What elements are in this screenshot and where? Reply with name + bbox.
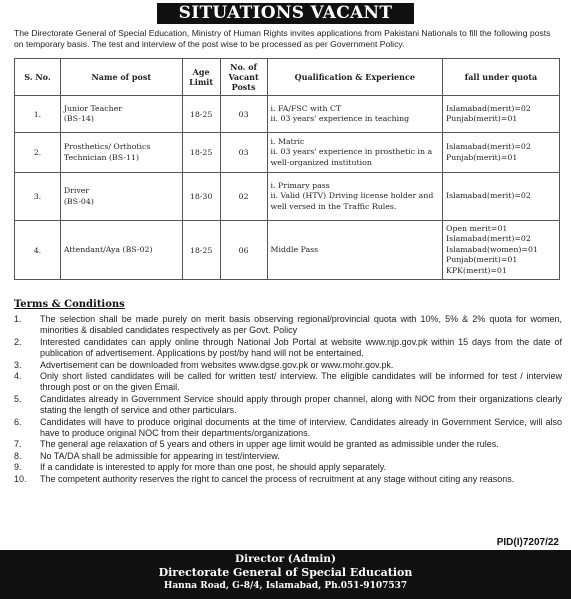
cell-quota: Open merit=01 Islamabad(merit)=02 Islamabad(women)=01 Punjab(merit)=01 KPK(merit)=01 [443,221,560,280]
term-text: The general age relaxation of 5 years and others in upper age limit would be granted as admissible under the rules. [40,439,499,450]
term-text: Candidates will have to produce original documents at the time of interview. Candidates already in Government Service, will also have to produce original NOC from their departments/organizations. [40,416,562,439]
cell-qualification: i. FA/FSC with CT ii. 03 years' experience in teaching [267,96,443,133]
list-item [14,474,562,485]
header-sno: S. No. [15,59,61,96]
term-number: 2. [14,336,22,347]
cell-age: 18-25 [182,221,220,280]
page-title: SITUATIONS VACANT [157,3,414,24]
list-item [14,337,562,360]
table-header-row [15,59,560,96]
cell-sno: 1. [15,96,61,133]
cell-post: Prosthetics/ Orthotics Technician (BS-11) [60,133,182,173]
cell-vacant: 03 [220,133,267,173]
header-vacant: No. of Vacant Posts [220,59,267,96]
cell-age: 18-30 [182,173,220,221]
publication-id: PID(I)7207/22 [496,537,559,548]
table-row [15,133,560,173]
header-quota: fall under quota [443,59,560,96]
list-item [14,360,562,371]
list-item [14,417,562,440]
footer-designation: Director (Admin) [235,553,336,565]
term-text: Only short listed candidates will be called for written test/ interview. The eligible candidates will be informed for test / interview through post or on the given Email. [40,371,562,393]
cell-post: Attendant/Aya (BS-02) [60,221,182,280]
cell-age: 18-25 [182,133,220,173]
cell-qualification: Middle Pass [267,221,443,280]
list-item [14,314,562,337]
footer-address: Hanna Road, G-8/4, Islamabad, Ph.051-9107537 [163,581,408,591]
terms-heading: Terms & Conditions [14,299,125,310]
header-age: Age Limit [182,59,220,96]
cell-quota: Islamabad(merit)=02 Punjab(merit)=01 [443,96,560,133]
term-text: Candidates already in Government Service should apply through proper channel, along with NOC from their organizations clearly stating the length of service and other particulars. [40,393,562,416]
term-text: No TA/DA shall be admissible for appearing in test/interview. [40,450,280,461]
term-number: 3. [14,359,22,370]
term-text: If a candidate is interested to apply for more than one post, he should apply separately. [40,462,387,473]
term-number: 1. [14,314,22,324]
footer-organization: Directorate General of Special Education [158,566,413,579]
cell-sno: 2. [15,133,61,173]
term-number: 9. [14,462,22,473]
term-number: 7. [14,439,22,450]
term-number: 8. [14,450,22,461]
cell-vacant: 02 [220,173,267,221]
cell-sno: 4. [15,221,61,280]
header-qualification: Qualification & Experience [267,59,443,96]
cell-post: Driver (BS-04) [60,173,182,221]
header-post: Name of post [60,59,182,96]
cell-qualification: i. Matric ii. 03 years' experience in prosthetic in a well-organized institution [267,133,443,173]
cell-post: Junior Teacher (BS-14) [60,96,182,133]
term-number: 4. [14,371,22,382]
cell-qualification: i. Primary pass ii. Valid (HTV) Driving license holder and well versed in the Traffic Rules. [267,173,443,221]
footer-block [0,550,571,599]
term-number: 10. [14,473,27,484]
table-row [15,173,560,221]
term-text: The competent authority reserves the right to cancel the process of recruitment at any stage without citing any reasons. [40,473,515,484]
list-item [14,462,562,473]
table-row [15,96,560,133]
list-item [14,439,562,450]
cell-quota: Islamabad(merit)=02 [443,173,560,221]
term-number: 6. [14,416,22,427]
cell-age: 18-25 [182,96,220,133]
terms-list [14,314,562,485]
term-text: Advertisement can be downloaded from websites www.dgse.gov.pk or www.mohr.gov.pk. [40,359,394,370]
cell-sno: 3. [15,173,61,221]
cell-quota: Islamabad(merit)=02 Punjab(merit)=01 [443,133,560,173]
intro-paragraph: The Directorate General of Special Education, Ministry of Human Rights invites applications from Pakistani Nationals to fill the following posts on temporary basis. The test and interview of the post wise to be processed as per Government Policy. [14,28,551,49]
table-row [15,221,560,280]
vacancy-table [14,58,560,280]
cell-vacant: 03 [220,96,267,133]
term-text: Interested candidates can apply online through National Job Portal at website www.njp.gov.pk within 15 days from the date of publication of advertisement. Applications by post/by hand will not be entertained. [40,336,562,359]
list-item [14,371,562,394]
list-item [14,394,562,417]
list-item [14,451,562,462]
cell-vacant: 06 [220,221,267,280]
term-text: The selection shall be made purely on merit basis observing regional/provincial quota with 10%, 5% & 2% quota for women, minorities & disabled candidates respectively as per Govt. Policy [40,314,562,336]
term-number: 5. [14,393,22,404]
